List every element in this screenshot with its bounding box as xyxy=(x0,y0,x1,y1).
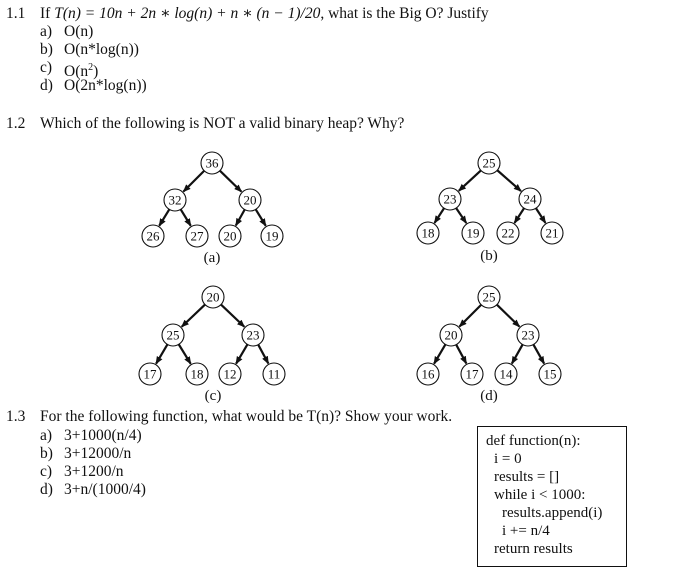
heap-node-value: 20 xyxy=(444,327,458,343)
heap-node-value: 12 xyxy=(223,366,237,382)
heap-node-value: 24 xyxy=(523,191,537,207)
option-letter: d) xyxy=(40,77,53,94)
heap-edge-arrow xyxy=(183,171,204,192)
heap-edge-arrow xyxy=(256,209,266,225)
heap-edge-arrow xyxy=(221,305,244,327)
q1-3-option-a xyxy=(40,427,142,445)
heap-node-value: 27 xyxy=(190,228,204,244)
option-letter: a) xyxy=(40,427,53,444)
code-box xyxy=(477,426,627,567)
heap-edge-arrow xyxy=(435,208,445,223)
option-text-after: ) xyxy=(93,63,99,81)
heap-edge-arrow xyxy=(459,170,481,190)
heap-node-value: 36 xyxy=(205,155,219,171)
heap-edge-arrow xyxy=(512,345,523,364)
heap-node-value: 25 xyxy=(482,289,496,305)
heap-label: (c) xyxy=(204,388,222,404)
heap-edge-arrow xyxy=(181,209,191,225)
code-line: return results xyxy=(494,541,573,557)
heap-edge-arrow xyxy=(220,171,242,192)
heap-node-value: 16 xyxy=(421,366,435,382)
heap-edge-arrow xyxy=(159,209,169,225)
code-line: results.append(i) xyxy=(502,505,603,521)
question-1-1-number: 1.1 xyxy=(6,5,26,22)
option-text: O(2n*log(n)) xyxy=(64,77,147,94)
heap-edge-arrow xyxy=(182,305,205,327)
question-1-1-formula: T(n) = 10n + 2n ∗ log(n) + n ∗ (n − 1)/20 xyxy=(54,5,321,22)
heap-label: (a) xyxy=(203,250,221,266)
heap-edge-arrow xyxy=(456,208,466,223)
code-line: results = [] xyxy=(494,469,560,485)
heap-node-value: 22 xyxy=(501,225,515,241)
code-line: i += n/4 xyxy=(502,523,550,539)
heap-node-value: 25 xyxy=(482,155,496,171)
heap-node-value: 20 xyxy=(243,192,257,208)
heap-node-value: 19 xyxy=(466,225,480,241)
option-superscript: 2 xyxy=(88,62,94,73)
heap-node-value: 15 xyxy=(543,366,557,382)
option-text: O(n*log(n)) xyxy=(64,41,139,58)
option-text: 3+12000/n xyxy=(64,445,132,462)
heap-node-value: 26 xyxy=(146,228,160,244)
heap-edge-arrow xyxy=(459,305,481,327)
heap-node-value: 21 xyxy=(545,225,559,241)
heap-edge-arrow xyxy=(536,208,546,223)
heap-edge-arrow xyxy=(497,170,521,191)
code-line: def function(n): xyxy=(486,433,581,449)
heap-node-value: 11 xyxy=(267,366,281,382)
heap-diagram xyxy=(142,152,283,266)
heap-edge-arrow xyxy=(456,345,466,364)
question-1-2-number: 1.2 xyxy=(6,115,26,132)
option-letter: b) xyxy=(40,41,53,58)
heap-node-value: 25 xyxy=(166,327,180,343)
question-1-2-text: Which of the following is NOT a valid binary heap? Why? xyxy=(40,115,405,132)
heap-label: (d) xyxy=(480,388,498,404)
heap-node-value: 23 xyxy=(521,327,535,343)
heap-node-value: 20 xyxy=(206,289,220,305)
q1-3-option-c xyxy=(40,463,124,481)
option-text: 3+n/(1000/4) xyxy=(64,481,146,498)
question-1-3-text: For the following function, what would be T(n)? Show your work. xyxy=(40,408,453,425)
option-letter: c) xyxy=(40,59,53,76)
q1-3-option-b xyxy=(40,445,132,463)
heap-node-value: 19 xyxy=(265,228,279,244)
heap-label: (b) xyxy=(480,248,498,264)
option-letter: c) xyxy=(40,463,53,480)
option-text: O(n) xyxy=(64,23,94,40)
heap-node-value: 14 xyxy=(499,366,513,382)
heap-diagram xyxy=(417,286,561,404)
q1-3-option-d xyxy=(40,481,146,499)
heap-edge-arrow xyxy=(533,345,544,364)
heap-node-value: 17 xyxy=(143,366,157,382)
heap-node-value: 18 xyxy=(421,225,435,241)
heap-diagram xyxy=(139,286,285,404)
option-text-base: O(n xyxy=(64,63,89,81)
option-letter: d) xyxy=(40,481,53,498)
heap-node-value: 23 xyxy=(246,327,260,343)
heap-edge-arrow xyxy=(497,305,520,327)
heap-edge-arrow xyxy=(179,344,191,363)
heap-node-value: 18 xyxy=(190,366,204,382)
option-letter: a) xyxy=(40,23,53,40)
option-letter: b) xyxy=(40,445,53,462)
option-text: 3+1000(n/4) xyxy=(64,427,142,444)
heap-node-value: 32 xyxy=(168,192,182,208)
heap-edge-arrow xyxy=(258,345,268,364)
code-line: i = 0 xyxy=(494,451,522,467)
heap-edge-arrow xyxy=(236,210,245,226)
heap-node-value: 23 xyxy=(443,191,457,207)
heap-edge-arrow xyxy=(515,208,525,223)
code-line: while i < 1000: xyxy=(494,487,586,503)
question-1-1-prefix: If xyxy=(40,5,55,22)
question-1-1-suffix: , what is the Big O? Justify xyxy=(320,5,489,22)
heap-node-value: 20 xyxy=(223,228,237,244)
heap-node-value: 17 xyxy=(465,366,479,382)
option-text: 3+1200/n xyxy=(64,463,124,480)
heap-edge-arrow xyxy=(434,344,445,363)
heap-edge-arrow xyxy=(236,344,247,363)
question-1-3-number: 1.3 xyxy=(6,408,26,425)
heap-diagram xyxy=(417,152,563,264)
heap-edge-arrow xyxy=(156,344,167,363)
